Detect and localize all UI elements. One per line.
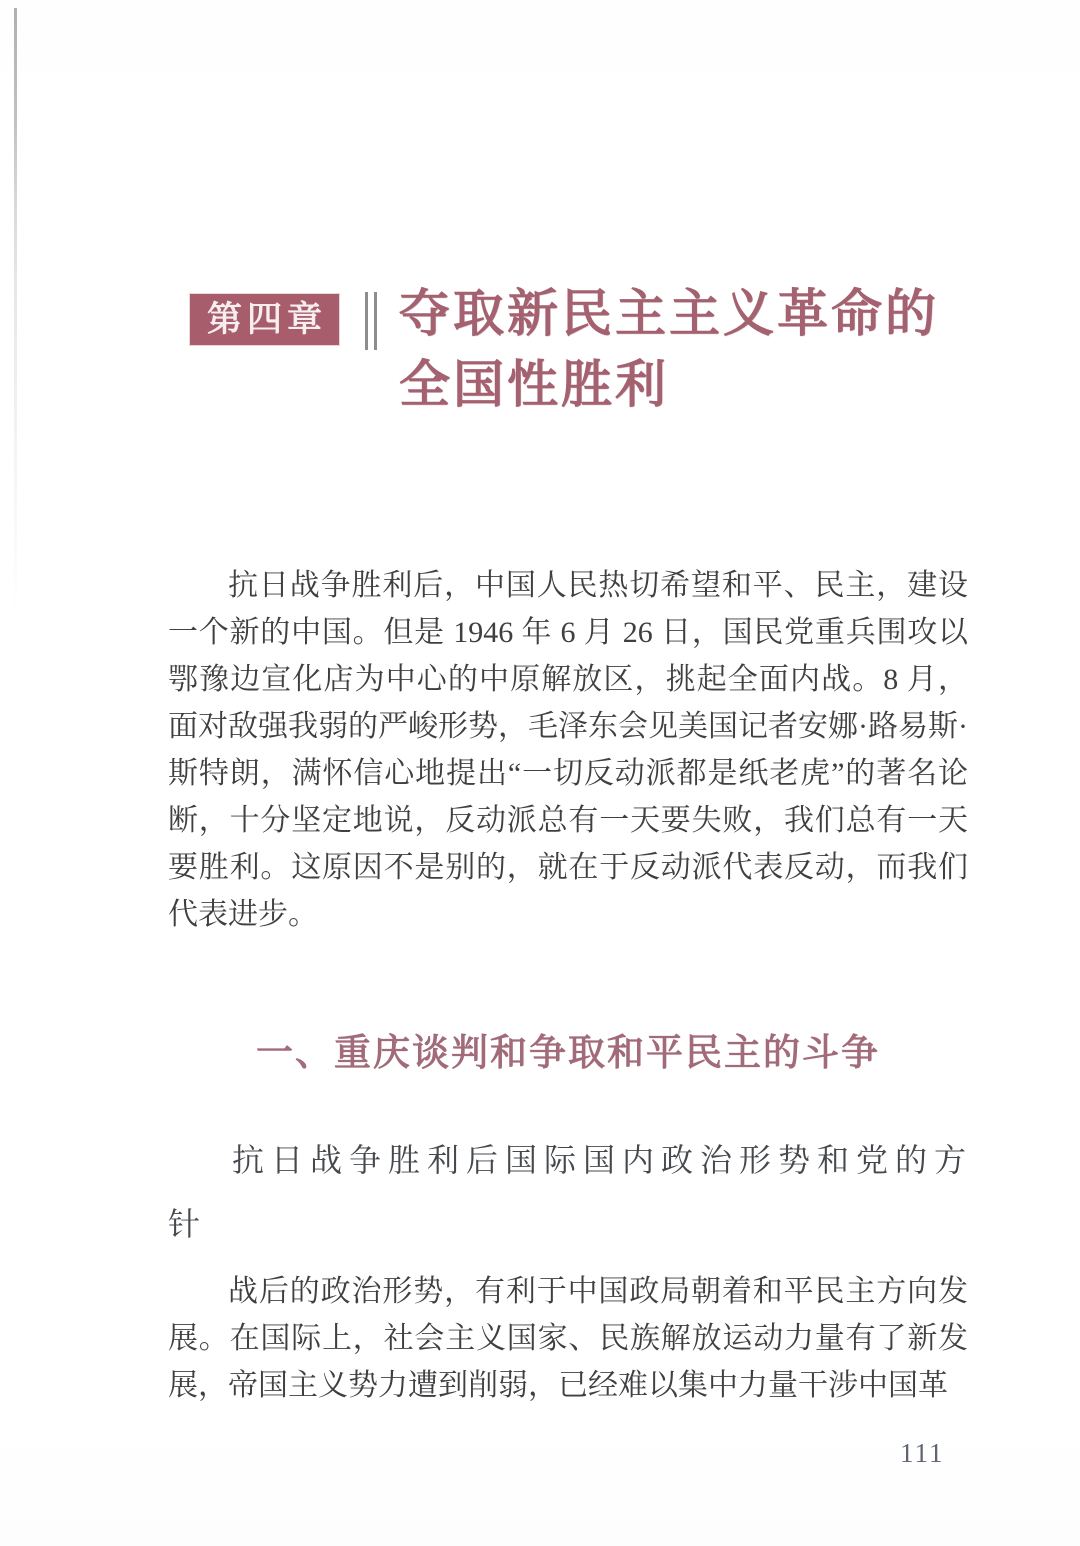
page-number: 111 xyxy=(900,1438,945,1468)
chapter-title-line2: 全国性胜利 xyxy=(399,358,670,414)
chapter-title xyxy=(399,280,939,422)
double-bar-icon xyxy=(365,292,377,350)
chapter-title-line1: 夺取新民主主义革命的 xyxy=(399,287,940,343)
chapter-number-badge: 第四章 xyxy=(190,294,339,345)
subsection-heading: 抗日战争胜利后国际国内政治形势和党的方针 xyxy=(168,1142,974,1242)
intro-paragraph: 抗日战争胜利后，中国人民热切希望和平、民主，建设一个新的中国。但是 1946 年 6 月 26 日，国民党重兵围攻以鄂豫边宣化店为中心的中原解放区，挑起全面内战。8 月，面对敌强我弱的严峻形势，毛泽东会见美国记者安娜·路易斯·斯特朗，满怀信心地提出“一切反动派都是纸老虎”的著名论断，十分坚定地说，反动派总有一天要失败，我们总有一天要胜利。这原因不是别的，就在于反动派代表反动，而我们代表进步。 xyxy=(168,569,968,931)
scan-artifact-line xyxy=(14,8,17,618)
body-paragraph: 战后的政治形势，有利于中国政局朝着和平民主方向发展。在国际上，社会主义国家、民族解放运动力量有了新发展，帝国主义势力遭到削弱，已经难以集中力量干涉中国革 xyxy=(168,1275,968,1402)
chapter-header xyxy=(190,288,939,422)
section-heading: 一、重庆谈判和争取和平民主的斗争 xyxy=(256,1032,880,1073)
